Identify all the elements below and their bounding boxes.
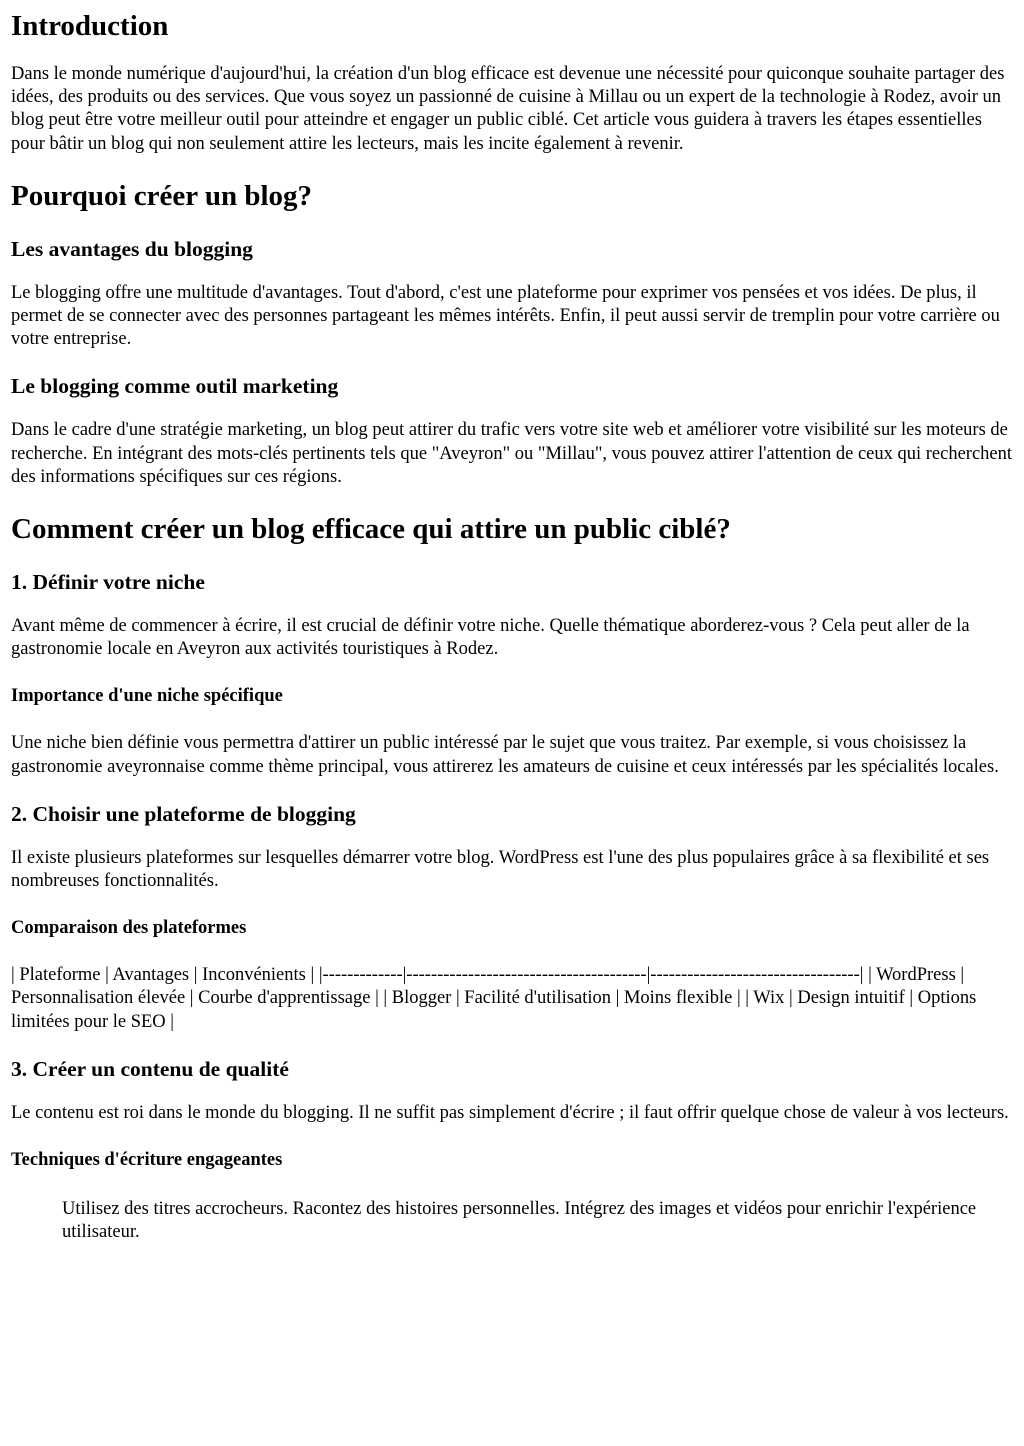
platform-sub-heading: Comparaison des plateformes [11,918,247,939]
niche-paragraph: Avant même de commencer à écrire, il est crucial de définir votre niche. Quelle thématique aborderez-vous ? Cela peut aller de la gastronomie locale en Aveyron aux activités touristiques à Rodez. [11,616,970,660]
advantages-heading: Les avantages du blogging [11,236,253,261]
intro-paragraph: Dans le monde numérique d'aujourd'hui, la création d'un blog efficace est devenue une nécessité pour quiconque souhaite partager des idées, des produits ou des services. Que vous soyez un passionné de cuisine à Millau ou un expert de la technologie à Rodez, avoir un blog peut être votre meilleur outil pour atteindre et engager un public ciblé. Cet article vous guidera à travers les étapes essentielles pour bâtir un blog qui non seulement attire les lecteurs, mais les incite également à revenir. [11,64,1005,154]
marketing-heading: Le blogging comme outil marketing [11,374,339,399]
niche-heading: 1. Définir votre niche [11,570,205,595]
platform-paragraph: Il existe plusieurs plateformes sur lesquelles démarrer votre blog. WordPress est l'une des plus populaires grâce à sa flexibilité et ses nombreuses fonctionnalités. [11,847,990,892]
niche-sub-paragraph: Une niche bien définie vous permettra d'attirer un public intéressé par le sujet que vous traitez. Par exemple, si vous choisissez la gastronomie aveyronnaise comme thème principal, vous attirerez les amateurs de cuisine et ceux intéressés par les spécialités locales. [11,733,999,777]
why-heading: Pourquoi créer un blog? [11,179,313,212]
intro-heading: Introduction [11,10,169,42]
how-heading: Comment créer un blog efficace qui attire un public ciblé? [11,513,731,546]
platform-comparison-table-text: | Plateforme | Avantages | Inconvénients | |-------------|---------------------------------------|----------------------------------| | WordPress | Personnalisation élevée | Courbe d'apprentissage | | Blogger | Facilité d'utilisation | Moins flexible | | Wix | Design intuitif | Options limitées pour le SEO | [11,965,977,1032]
niche-sub-heading: Importance d'une niche spécifique [11,686,283,707]
marketing-paragraph: Dans le cadre d'une stratégie marketing, un blog peut attirer du trafic vers votre site web et améliorer votre visibilité sur les moteurs de recherche. En intégrant des mots-clés pertinents tels que "Aveyron" ou "Millau", vous pouvez attirer l'attention de ceux qui recherchent des informations spécifiques sur ces régions. [11,420,1013,487]
article [11,8,1013,1244]
writing-techniques-quote: Utilisez des titres accrocheurs. Racontez des histoires personnelles. Intégrez des images et vidéos pour enrichir l'expérience utilisateur. [62,1199,977,1243]
content-sub-heading: Techniques d'écriture engageantes [11,1150,283,1171]
platform-heading: 2. Choisir une plateforme de blogging [11,801,356,826]
advantages-paragraph: Le blogging offre une multitude d'avantages. Tout d'abord, c'est une plateforme pour exprimer vos pensées et vos idées. De plus, il permet de se connecter avec des personnes partageant les mêmes intérêts. Enfin, il peut aussi servir de tremplin pour votre carrière ou votre entreprise. [11,282,1000,350]
content-paragraph: Le contenu est roi dans le monde du blogging. Il ne suffit pas simplement d'écrire ; il faut offrir quelque chose de valeur à vos lecteurs. [11,1102,1009,1123]
content-heading: 3. Créer un contenu de qualité [11,1056,289,1081]
